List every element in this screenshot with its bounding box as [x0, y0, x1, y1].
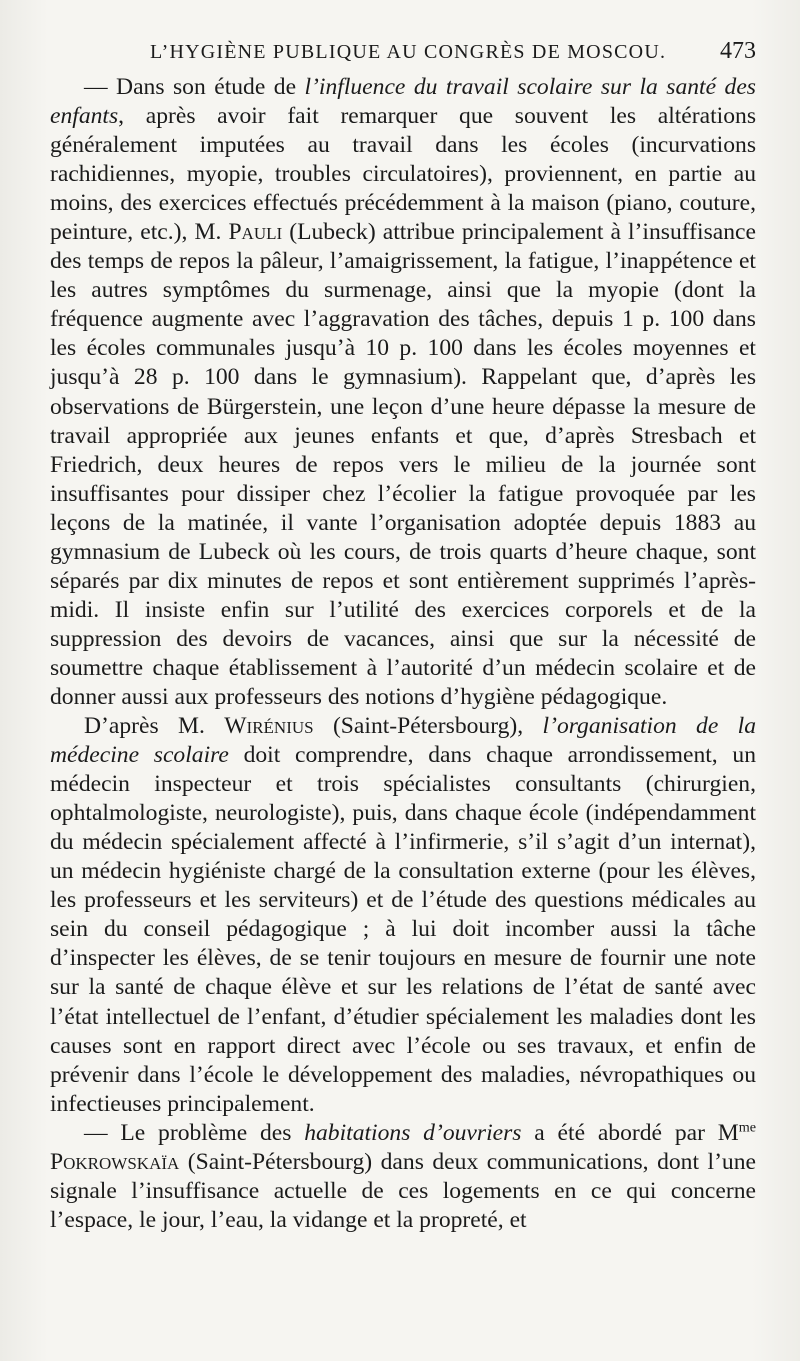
paragraph-text: (Saint-Pétersbourg), [313, 713, 543, 740]
paragraph-text: D’après M. [84, 713, 225, 740]
paragraph-text: — Dans son étude de [84, 74, 305, 100]
paragraph-text: (Saint-Pétersbourg) dans deux communications, dont l’une signale l’insuffisance actuelle de ces logements en ce qui concerne l’espace, le jour, l’eau, la vidange et la propreté, et [50, 1148, 756, 1233]
paragraph-text: doit comprendre, dans chaque arrondissement, un médecin inspecteur et trois spécialistes consultants (chirurgien, ophtalmologiste, neurologiste), puis, dans chaque école (indépendamment du médecin spécialement affecté à l’infirmerie, s’il s’agit d’un internat), un médecin hygiéniste chargé de la consultation externe (pour les élèves, les professeurs et les serviteurs) et de l’étude des questions médicales au sein du conseil pédagogique ; à lui doit incomber aussi la tâche d’inspecter les élèves, de se tenir toujours en mesure de fournir une note sur la santé de chaque élève et sur les relations de l’état de santé avec l’état intellectuel de l’enfant, d’étudier spécialement les maladies dont les causes sont en rapport direct avec l’école ou ses travaux, et enfin de prévenir dans l’école le développement des maladies, névropathiques ou infectieuses principalement. [50, 742, 756, 1117]
paragraph-text: a été abordé par [521, 1119, 718, 1146]
italic-topic: l’organisation de la médecine scolaire [50, 713, 757, 769]
author-name: Pauli [228, 219, 283, 246]
body-text [50, 73, 756, 1235]
author-title-superscript: me [738, 1119, 757, 1136]
author-title: M [717, 1119, 739, 1146]
running-head [150, 38, 756, 65]
author-name: Wirénius [224, 713, 314, 740]
paragraph-text: , après avoir fait remarquer que souvent les altérations généralement imputées au travail dans les écoles (incurvations rachidiennes, myopie, troubles circulatoires), proviennent, en partie au moins, des exercices effectués précédemment à la maison (piano, couture, peinture, etc.), M. [50, 103, 756, 246]
paragraph-pokrowskaia [50, 1119, 756, 1235]
italic-topic: habitations d’ouvriers [304, 1119, 522, 1146]
paragraph-text: — Le problème des [84, 1119, 305, 1146]
italic-topic: l’influence du travail scolaire sur la santé des enfants [50, 74, 756, 130]
paragraph-pauli [50, 73, 756, 712]
paragraph-wirenius [50, 712, 756, 1119]
author-name: Pokrowskaïa [50, 1148, 180, 1175]
running-title: L’HYGIÈNE PUBLIQUE AU CONGRÈS DE MOSCOU. [150, 41, 667, 63]
paragraph-text: (Lubeck) attribue principalement à l’insuffisance des temps de repos la pâleur, l’amaigrissement, la fatigue, l’inappétence et les autres symptômes du surmenage, ainsi que la myopie (dont la fréquence augmente avec l’aggravation des tâches, depuis 1 p. 100 dans les écoles communales jusqu’à 10 p. 100 dans les écoles moyennes et jusqu’à 28 p. 100 dans le gymnasium). Rappelant que, d’après les observations de Bürgerstein, une leçon d’une heure dépasse la mesure de travail appropriée aux jeunes enfants et que, d’après Stresbach et Friedrich, deux heures de repos vers le milieu de la journée sont insuffisantes pour dissiper chez l’écolier la fatigue provoquée par les leçons de la matinée, il vante l’organisation adoptée depuis 1883 au gymnasium de Lubeck où les cours, de trois quarts d’heure chaque, sont séparés par dix minutes de repos et sont entièrement supprimés l’après-midi. Il insiste enfin sur l’utilité des exercices corporels et de la suppression des devoirs de vacances, ainsi que sur la nécessité de soumettre chaque établissement à l’autorité d’un médecin scolaire et de donner aussi aux professeurs des notions d’hygiène pédagogique. [50, 219, 756, 710]
page-number: 473 [720, 38, 756, 64]
